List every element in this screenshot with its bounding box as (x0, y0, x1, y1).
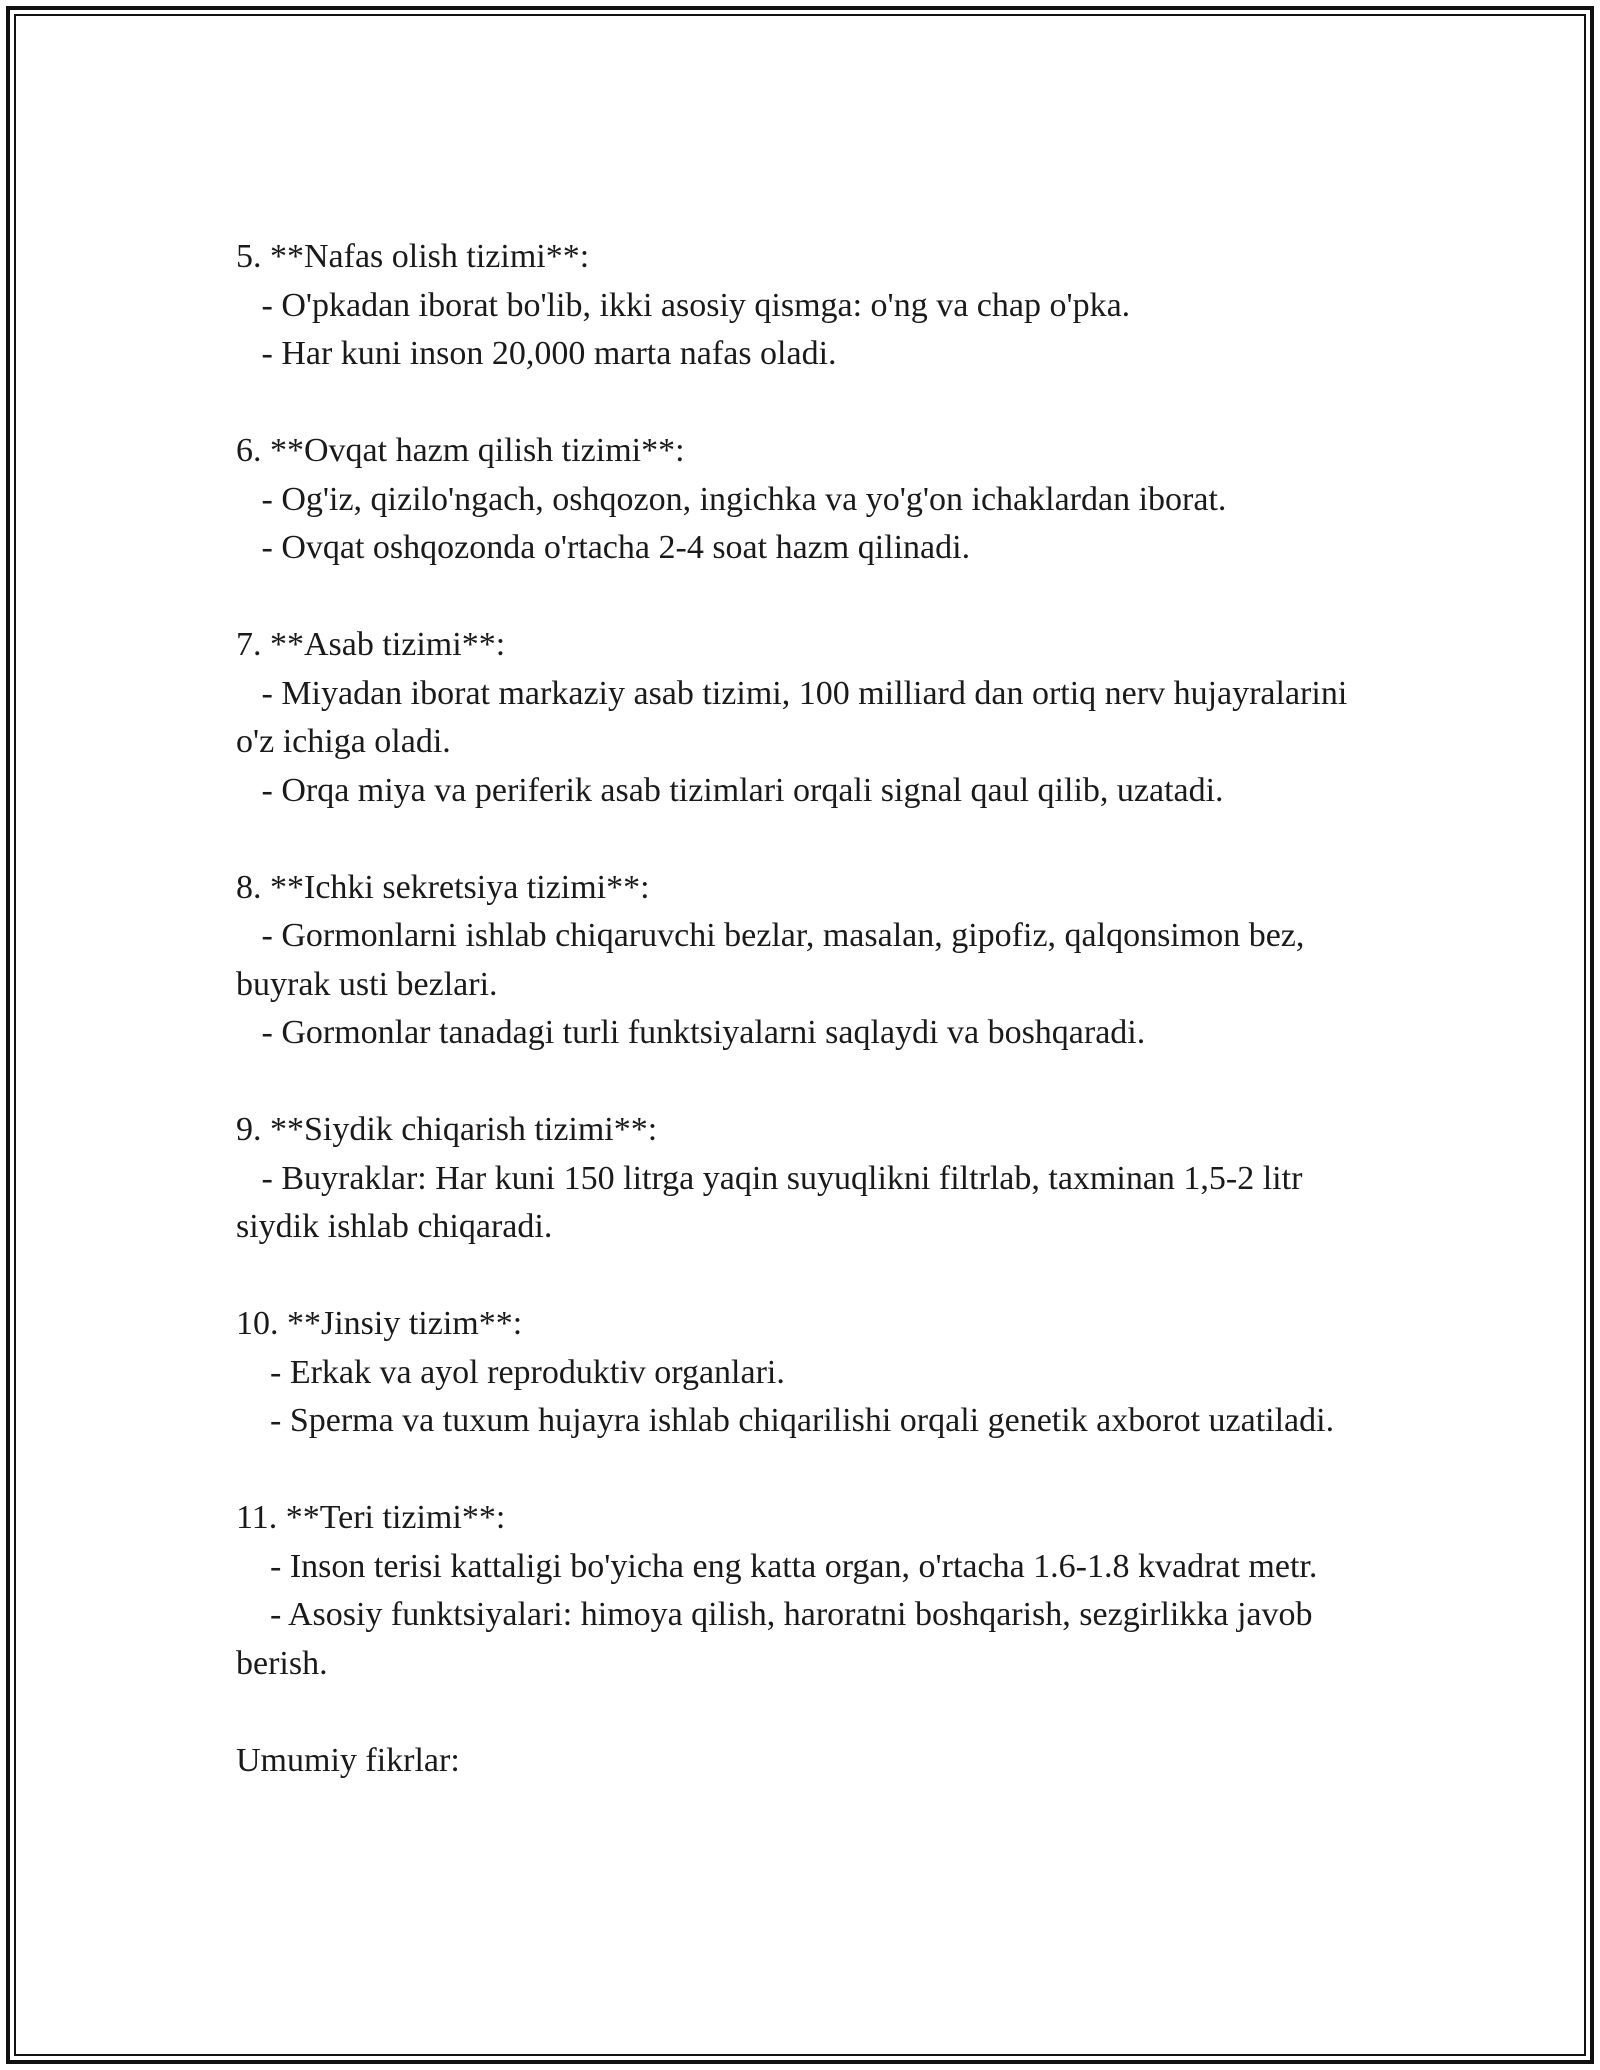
bullet-line: - Gormonlar tanadagi turli funktsiyalarni saqlaydi va boshqaradi. (236, 1014, 1146, 1051)
section-urinary-system (236, 1106, 1366, 1252)
section-heading: 10. **Jinsiy tizim**: (236, 1305, 523, 1342)
section-heading: 11. **Teri tizimi**: (236, 1499, 506, 1536)
bullet-line: - Asosiy funktsiyalari: himoya qilish, haroratni boshqarish, sezgirlikka javob berish. (236, 1596, 1321, 1682)
bullet-line: - Sperma va tuxum hujayra ishlab chiqarilishi orqali genetik axborot uzatiladi. (236, 1402, 1335, 1439)
bullet-line: - Orqa miya va periferik asab tizimlari orqali signal qaul qilib, uzatadi. (236, 771, 1224, 809)
section-heading: 5. **Nafas olish tizimi**: (236, 238, 590, 275)
section-heading: 6. **Ovqat hazm qilish tizimi**: (236, 432, 685, 469)
document-body (236, 233, 1366, 1834)
section-heading: 8. **Ichki sekretsiya tizimi**: (236, 868, 650, 906)
bullet-line: - Erkak va ayol reproduktiv organlari. (236, 1353, 785, 1391)
section-endocrine-system (236, 864, 1366, 1058)
bullet-line: - Gormonlarni ishlab chiqaruvchi bezlar, masalan, gipofiz, qalqonsimon bez, buyrak usti bezlari. (236, 917, 1313, 1003)
bullet-line: - Inson terisi kattaligi bo'yicha eng katta organ, o'rtacha 1.6-1.8 kvadrat metr. (236, 1547, 1318, 1585)
bullet-line: - Har kuni inson 20,000 marta nafas oladi. (236, 335, 837, 372)
closing-heading: Umumiy fikrlar: (236, 1741, 460, 1779)
section-heading: 9. **Siydik chiqarish tizimi**: (236, 1111, 658, 1148)
section-heading: 7. **Asab tizimi**: (236, 626, 506, 663)
section-nervous-system (236, 621, 1366, 815)
bullet-line: - O'pkadan iborat bo'lib, ikki asosiy qismga: o'ng va chap o'pka. (236, 286, 1131, 324)
section-respiratory-system (236, 233, 1366, 379)
section-integumentary-system (236, 1494, 1366, 1688)
section-reproductive-system (236, 1300, 1366, 1446)
bullet-line: - Og'iz, qizilo'ngach, oshqozon, ingichka va yo'g'on ichaklardan iborat. (236, 480, 1227, 518)
bullet-line: - Miyadan iborat markaziy asab tizimi, 100 milliard dan ortiq nerv hujayralarini o'z ichiga oladi. (236, 674, 1356, 760)
section-general-thoughts (236, 1737, 1366, 1786)
bullet-line: - Buyraklar: Har kuni 150 litrga yaqin suyuqlikni filtrlab, taxminan 1,5-2 litr siydik ishlab chiqaradi. (236, 1159, 1311, 1245)
bullet-line: - Ovqat oshqozonda o'rtacha 2-4 soat hazm qilinadi. (236, 529, 971, 566)
section-digestive-system (236, 427, 1366, 573)
